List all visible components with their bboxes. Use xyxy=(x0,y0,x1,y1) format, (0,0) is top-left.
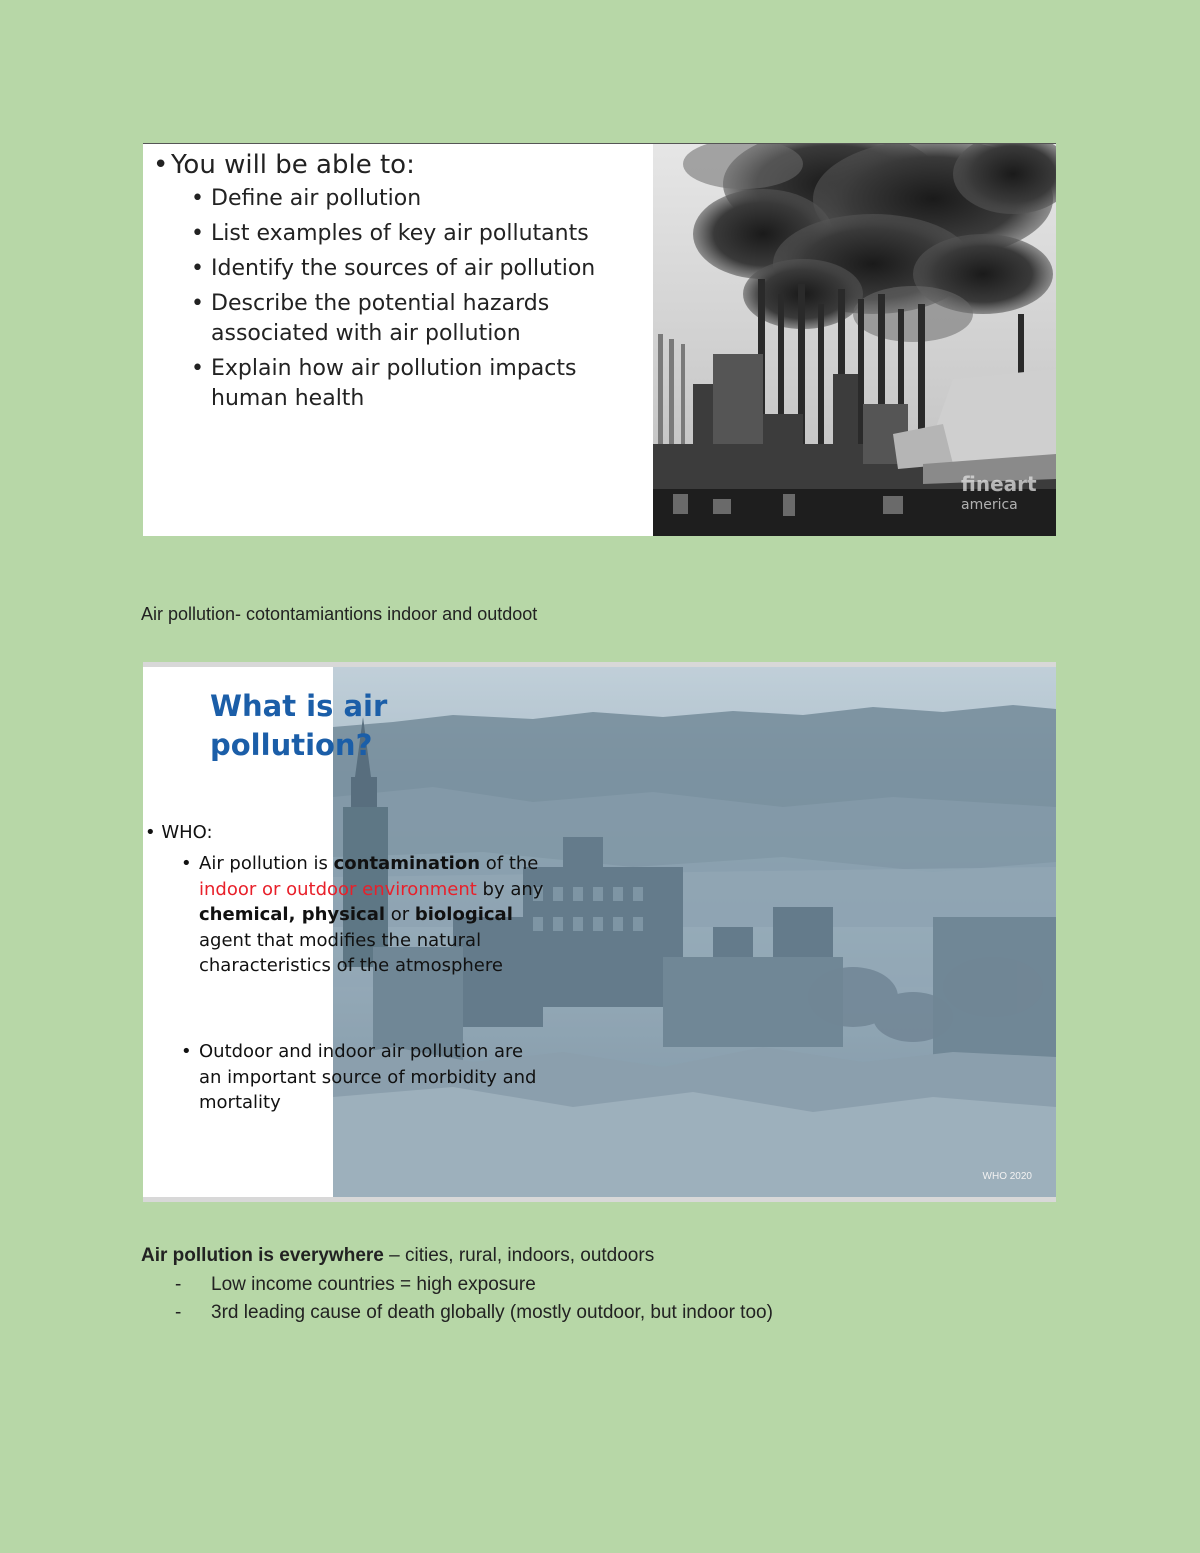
notes-lead xyxy=(141,1243,773,1269)
def-text-3: by any xyxy=(476,878,544,900)
def-red-environment: indoor or outdoor environment xyxy=(199,878,477,900)
dash-marker: - xyxy=(175,1302,182,1323)
notes-item-text: Low income countries = high exposure xyxy=(211,1274,536,1295)
who-label-text: WHO: xyxy=(161,822,213,843)
def-text-4: or xyxy=(385,904,415,925)
slide-learning-objectives xyxy=(143,143,1056,536)
objective-item: • Define air pollution xyxy=(191,184,653,214)
objective-item: • Describe the potential hazards associated with air pollution xyxy=(191,289,653,349)
notes-list-item xyxy=(141,1299,773,1327)
watermark-line1: fineart xyxy=(961,472,1037,496)
def-text-1: Air pollution is xyxy=(199,853,334,874)
notes-lead-bold: Air pollution is everywhere xyxy=(141,1245,384,1266)
objectives-list xyxy=(153,184,653,414)
objective-item: • List examples of key air pollutants xyxy=(191,219,653,249)
factory-smokestacks-photo xyxy=(653,144,1056,536)
def-bold-contamination: contamination xyxy=(333,853,481,874)
notes-item-text: 3rd leading cause of death globally (mostly outdoor, but indoor too) xyxy=(211,1302,773,1323)
notes-list-item xyxy=(141,1271,773,1299)
morbidity-point-text: Outdoor and indoor air pollution are an important source of morbidity and mortality xyxy=(199,1041,537,1113)
def-bold-biological: biological xyxy=(414,904,513,925)
slide-title-line2: pollution? xyxy=(210,728,373,762)
photo-credit: WHO 2020 xyxy=(982,1171,1032,1182)
slide-title-line1: What is air xyxy=(210,689,388,723)
def-bold-chemical-physical: chemical, physical xyxy=(199,904,386,925)
objective-item: • Explain how air pollution impacts human health xyxy=(191,354,653,414)
watermark-line2: america xyxy=(961,497,1018,513)
objectives-heading-text: You will be able to: xyxy=(171,150,415,180)
definition-point: • Air pollution is contamination of the indoor or outdoor environment by any chemical, physical or biological agent that modifies the natural characteristics of the atmosphere xyxy=(181,853,544,976)
objective-item: • Identify the sources of air pollution xyxy=(191,254,653,284)
objectives-heading: • You will be able to: xyxy=(153,150,415,180)
notes-section xyxy=(141,1243,773,1327)
objectives-text xyxy=(153,148,653,419)
morbidity-point: • Outdoor and indoor air pollution are an important source of morbidity and mortality xyxy=(181,1039,551,1116)
def-text-5: agent that modifies the natural characteristics of the atmosphere xyxy=(199,929,503,976)
slide-title xyxy=(210,687,387,765)
dash-marker: - xyxy=(175,1274,182,1295)
slide-what-is-air-pollution xyxy=(143,662,1056,1202)
note-caption: Air pollution- cotontamiantions indoor and outdoot xyxy=(141,604,538,624)
def-text-2: of the xyxy=(480,853,539,874)
notes-list xyxy=(141,1271,773,1327)
who-label: • WHO: xyxy=(145,822,213,843)
notes-lead-rest: – cities, rural, indoors, outdoors xyxy=(383,1245,655,1266)
